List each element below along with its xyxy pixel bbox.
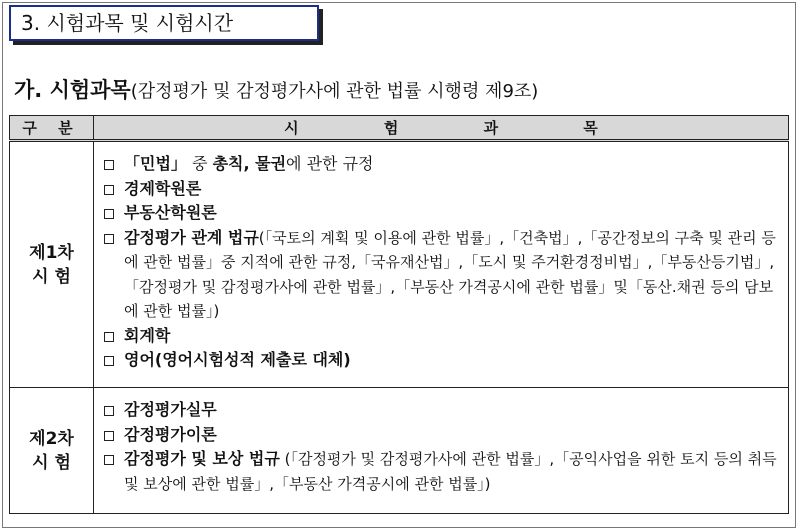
checkbox-bullet-icon — [104, 234, 114, 244]
subject-item: 감정평가 및 보상 법규 (「감정평가 및 감정평가사에 관한 법률」,「공익사업을 위한 토지 등의 취득 및 보상에 관한 법률」,「부동산 가격공시에 관한 법률」) — [102, 447, 780, 496]
subjects-cell-second — [94, 388, 789, 514]
subject-item: 감정평가실무 — [102, 398, 780, 423]
checkbox-bullet-icon — [104, 332, 114, 342]
round-cell-first — [10, 141, 94, 388]
subheading-main: 가. 시험과목 — [14, 78, 131, 102]
exam-subjects-table — [9, 115, 789, 514]
table-row-second-exam — [10, 388, 789, 514]
subjects-cell-first — [94, 141, 789, 388]
table-row-first-exam — [10, 141, 789, 388]
checkbox-bullet-icon — [104, 160, 114, 170]
round-label-line1: 제1차 — [29, 242, 74, 263]
header-subjects: 시 험 과 목 — [94, 116, 789, 141]
subheading — [14, 74, 538, 104]
subject-item: 경제학원론 — [102, 177, 780, 202]
checkbox-bullet-icon — [104, 455, 114, 465]
subject-item: 영어(영어시험성적 제출로 대체) — [102, 348, 780, 373]
checkbox-bullet-icon — [104, 406, 114, 416]
checkbox-bullet-icon — [104, 209, 114, 219]
subject-item: 감정평가 관계 법규(「국토의 계획 및 이용에 관한 법률」,「건축법」,「공간정보의 구축 및 관리 등에 관한 법률」중 지적에 관한 규정,「국유재산법」,「도시 및 주거환경정비법」,「부동산등기법」,「감정평가 및 감정평가사에 관한 법률」,「부동산 가격공시에 관한 법률」및「동산.채권 등의 담보에 관한 법률」) — [102, 226, 780, 324]
section-title: 3. 시험과목 및 시험시간 — [9, 5, 319, 41]
round-label-line1: 제2차 — [29, 428, 74, 449]
subject-item: 「민법」 중 총칙, 물권에 관한 규정 — [102, 152, 780, 177]
checkbox-bullet-icon — [104, 185, 114, 195]
round-label-line2: 시 험 — [32, 452, 71, 473]
header-division: 구 분 — [10, 116, 94, 141]
table-header-row — [10, 116, 789, 141]
checkbox-bullet-icon — [104, 431, 114, 441]
subject-item: 회계학 — [102, 324, 780, 349]
subject-item: 감정평가이론 — [102, 423, 780, 448]
subheading-sub: (감정평가 및 감정평가사에 관한 법률 시행령 제9조) — [130, 81, 539, 102]
checkbox-bullet-icon — [104, 356, 114, 366]
round-cell-second — [10, 388, 94, 514]
round-label-line2: 시 험 — [32, 266, 71, 287]
subject-item: 부동산학원론 — [102, 201, 780, 226]
